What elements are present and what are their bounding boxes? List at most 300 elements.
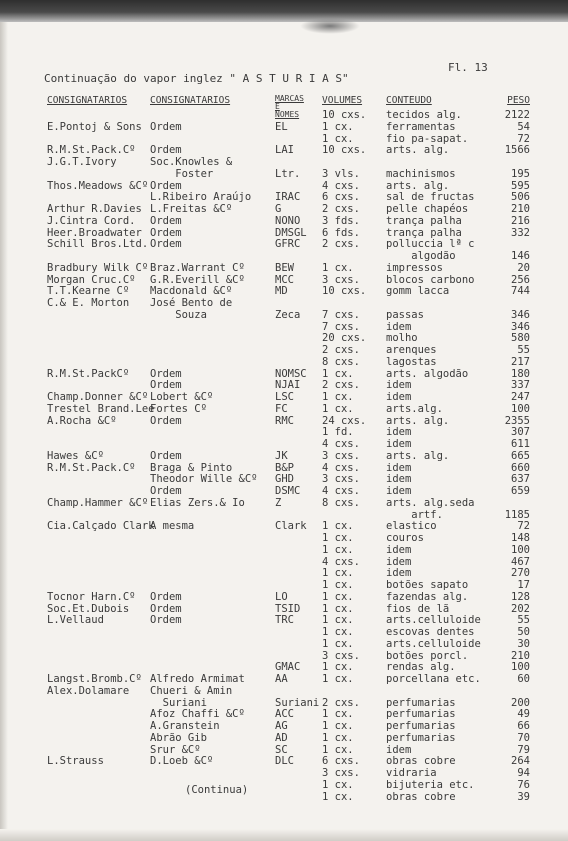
table-row (0, 368, 568, 380)
table-row (0, 321, 568, 333)
marks-cell: JK (275, 449, 288, 462)
table-row (0, 626, 568, 638)
consignee-cell: R.M.St.Pack.Cº (47, 144, 136, 157)
volumes-cell: 1 cx. (322, 790, 354, 803)
table-row (0, 203, 568, 215)
consignor-cell: Ordem (150, 214, 182, 227)
contents-cell: idem (386, 391, 412, 403)
contents-cell: machinismos (386, 167, 456, 180)
volumes-cell: 1 cx. (322, 132, 354, 145)
consignor-cell: Elias Zers.& Io (150, 496, 245, 509)
volumes-cell: 6 cxs. (322, 755, 360, 768)
weight-cell: 346 (511, 308, 530, 321)
contents-cell: gomm lacca (386, 285, 450, 298)
volumes-cell: 3 vls. (322, 167, 360, 180)
volumes-cell: 1 cx. (322, 520, 354, 533)
weight-cell: 659 (511, 485, 530, 497)
volumes-cell: 1 cx. (322, 120, 354, 133)
weight-cell: 665 (511, 449, 530, 462)
table-row (0, 579, 568, 591)
table-row (0, 673, 568, 685)
table-row (0, 567, 568, 579)
contents-cell: impressos (386, 261, 443, 274)
marks-cell: LO (275, 590, 288, 603)
consignor-cell: Soc.Knowles & (150, 156, 233, 168)
marks-cell: NONO (275, 214, 301, 227)
consignee-cell: Heer.Broadwater (47, 226, 142, 239)
weight-cell: 17 (517, 579, 530, 591)
volumes-cell: 1 cx. (322, 532, 354, 544)
consignee-cell: E.Pontoj & Sons (47, 120, 142, 133)
volumes-cell: 1 fd. (322, 426, 354, 439)
table-row (0, 109, 568, 121)
contents-cell: idem (386, 461, 412, 474)
marks-cell: ACC (275, 708, 294, 721)
contents-cell: obras cobre (386, 755, 456, 768)
contents-cell: polluccia lª c (386, 238, 475, 251)
table-row (0, 603, 568, 615)
contents-cell: perfumarias (386, 720, 456, 732)
consignor-cell: Srur &Cº (150, 743, 201, 756)
consignee-cell: Thos.Meadows &Cº (47, 179, 149, 192)
consignor-cell: Ordem (150, 226, 182, 239)
volumes-cell: 1 cx. (322, 543, 354, 556)
consignor-cell: Afoz Chaffi &Cº (150, 708, 245, 721)
marks-cell: SC (275, 743, 288, 756)
contents-cell: idem (386, 555, 412, 568)
weight-cell: 270 (511, 567, 530, 580)
header-weight: PESO (507, 95, 530, 106)
consignor-cell: A mesma (150, 520, 195, 533)
contents-cell: sal de fructas (386, 191, 475, 204)
volumes-cell: 3 fds. (322, 214, 360, 227)
table-row (0, 403, 568, 415)
contents-cell: fazendas alg. (386, 590, 469, 603)
table-row (0, 509, 568, 521)
consignor-cell: G.R.Everill &Cº (150, 273, 245, 286)
table-row (0, 168, 568, 180)
contents-cell: ferramentas (386, 120, 456, 133)
weight-cell: 506 (511, 191, 530, 204)
consignor-cell: Ordem (150, 449, 182, 462)
volumes-cell: 1 cx. (322, 567, 354, 580)
consignor-cell: Ordem (150, 144, 182, 157)
consignor-cell: A.Granstein (150, 720, 220, 732)
weight-cell: 2355 (504, 414, 530, 427)
weight-cell: 60 (517, 673, 530, 685)
volumes-cell: 6 fds. (322, 226, 360, 239)
weight-cell: 76 (517, 778, 530, 791)
marks-cell: G (275, 203, 282, 215)
table-row (0, 685, 568, 697)
page-number: Fl. 13 (448, 61, 488, 74)
volumes-cell: 3 cxs. (322, 473, 360, 486)
marks-cell: Zeca (275, 308, 301, 321)
contents-cell: arts.celluloide (386, 614, 481, 627)
volumes-cell: 2 cxs. (322, 379, 360, 392)
table-row (0, 180, 568, 192)
consignor-cell: Braz.Warrant Cº (150, 261, 245, 274)
consignor-cell: Ordem (150, 179, 182, 192)
table-row (0, 144, 568, 156)
marks-cell: MD (275, 285, 288, 298)
contents-cell: obras cobre (386, 790, 456, 803)
consignor-cell: José Bento de (150, 297, 233, 309)
consignee-cell: Arthur R.Davies (47, 203, 142, 215)
volumes-cell: 7 cxs. (322, 320, 360, 333)
contents-cell: arts. alg. (386, 414, 450, 427)
marks-cell: DLC (275, 755, 294, 768)
marks-cell: DSMC (275, 485, 301, 497)
volumes-cell: 1 cx. (322, 661, 354, 674)
contents-cell: idem (386, 320, 412, 333)
marks-cell: GMAC (275, 661, 301, 674)
marks-cell: TRC (275, 614, 294, 627)
table-row (0, 791, 568, 803)
consignee-cell: Champ.Donner &Cº (47, 391, 149, 403)
contents-cell: idem (386, 543, 412, 556)
scan-smudge (300, 18, 360, 34)
table-row (0, 485, 568, 497)
marks-cell: B&P (275, 461, 294, 474)
table-row (0, 227, 568, 239)
contents-cell: artf. (386, 508, 443, 521)
marks-cell: FC (275, 402, 288, 415)
weight-cell: 637 (511, 473, 530, 486)
marks-cell: LSC (275, 391, 294, 403)
volumes-cell: 1 cx. (322, 391, 354, 403)
weight-cell: 611 (511, 438, 530, 450)
volumes-cell: 2 cxs. (322, 238, 360, 251)
weight-cell: 337 (511, 379, 530, 392)
contents-cell: botões sapato (386, 579, 469, 591)
marks-cell: DMSGL (275, 226, 307, 239)
consignee-cell: Schill Bros.Ltd. (47, 238, 149, 251)
table-row (0, 215, 568, 227)
contents-cell: trança palha (386, 214, 462, 227)
contents-cell: fio pa-sapat. (386, 132, 469, 145)
contents-cell: perfumarias (386, 696, 456, 709)
weight-cell: 595 (511, 179, 530, 192)
table-row (0, 238, 568, 250)
contents-cell: vidraria (386, 767, 437, 779)
contents-cell: rendas alg. (386, 661, 456, 674)
volumes-cell: 1 cx. (322, 731, 354, 744)
contents-cell: idem (386, 485, 412, 497)
marks-cell: NJAI (275, 379, 301, 392)
header-consignors: CONSIGNATARIOS (150, 95, 231, 106)
consignee-cell: Champ.Hammer &Cº (47, 496, 149, 509)
consignor-cell: Foster (150, 167, 214, 180)
volumes-cell: 1 cx. (322, 637, 354, 650)
contents-cell: escovas dentes (386, 626, 475, 638)
consignee-cell: Alex.Dolamare (47, 684, 130, 697)
consignor-cell: Ordem (150, 590, 182, 603)
consignor-cell: Braga & Pinto (150, 461, 233, 474)
volumes-cell: 4 cxs. (322, 555, 360, 568)
document-heading: Continuação do vapor inglez " A S T U R I A S" (44, 72, 349, 85)
contents-cell: fios de lã (386, 602, 450, 615)
weight-cell: 100 (511, 543, 530, 556)
volumes-cell: 7 cxs. (322, 308, 360, 321)
table-row (0, 332, 568, 344)
table-row (0, 462, 568, 474)
consignee-cell: J.G.T.Ivory (47, 156, 117, 168)
volumes-cell: 24 cxs. (322, 414, 367, 427)
table-row (0, 497, 568, 509)
marks-cell: Clark (275, 520, 307, 533)
table-row (0, 356, 568, 368)
volumes-cell: 1 cx. (322, 673, 354, 685)
marks-cell: TSID (275, 602, 301, 615)
volumes-cell: 10 cxs. (322, 285, 367, 298)
contents-cell: blocos carbono (386, 273, 475, 286)
header-consignees: CONSIGNATARIOS (47, 95, 128, 106)
table-row (0, 556, 568, 568)
table-row (0, 438, 568, 450)
weight-cell: 39 (517, 790, 530, 803)
weight-cell: 180 (511, 367, 530, 380)
consignor-cell: Macdonald &Cº (150, 285, 233, 298)
marks-cell: MCC (275, 273, 294, 286)
volumes-cell: 1 cx. (322, 579, 354, 591)
weight-cell: 580 (511, 332, 530, 345)
consignor-cell: Alfredo Armimat (150, 673, 245, 685)
weight-cell: 307 (511, 426, 530, 439)
volumes-cell: 1 cx. (322, 402, 354, 415)
weight-cell: 256 (511, 273, 530, 286)
weight-cell: 202 (511, 602, 530, 615)
contents-cell: porcellana etc. (386, 673, 481, 685)
consignor-cell: Abrão Gib (150, 731, 207, 744)
weight-cell: 210 (511, 649, 530, 662)
consignor-cell: D.Loeb &Cº (150, 755, 214, 768)
consignor-cell: L.Ribeiro Araújo (150, 191, 252, 204)
contents-cell: arts. alg. (386, 144, 450, 157)
consignor-cell: Fortes Cº (150, 402, 207, 415)
weight-cell: 195 (511, 167, 530, 180)
consignee-cell: L.Vellaud (47, 614, 104, 627)
consignee-cell: C.& E. Morton (47, 297, 130, 309)
contents-cell: arts.alg. (386, 402, 443, 415)
consignee-cell: R.M.St.Pack.Cº (47, 461, 136, 474)
weight-cell: 148 (511, 532, 530, 544)
weight-cell: 30 (517, 637, 530, 650)
consignee-cell: A.Rocha &Cº (47, 414, 117, 427)
contents-cell: arts. alg. (386, 449, 450, 462)
volumes-cell: 3 cxs. (322, 273, 360, 286)
contents-cell: arts. algodão (386, 367, 469, 380)
weight-cell: 128 (511, 590, 530, 603)
marks-cell: BEW (275, 261, 294, 274)
volumes-cell: 1 cx. (322, 743, 354, 756)
marks-cell: Suriani (275, 696, 320, 709)
weight-cell: 100 (511, 661, 530, 674)
weight-cell: 50 (517, 626, 530, 638)
table-row (0, 755, 568, 767)
weight-cell: 70 (517, 731, 530, 744)
header-contents: CONTEUDO (386, 95, 432, 106)
consignor-cell: Ordem (150, 485, 182, 497)
consignee-cell: Tocnor Harn.Cº (47, 590, 136, 603)
consignor-cell: Ordem (150, 614, 182, 627)
table-row (0, 133, 568, 145)
weight-cell: 100 (511, 402, 530, 415)
contents-cell: elastico (386, 520, 437, 533)
volumes-cell: 1 cx. (322, 626, 354, 638)
volumes-cell: 2 cxs. (322, 344, 360, 356)
contents-cell: botões porcl. (386, 649, 469, 662)
consignor-cell: Chueri & Amin (150, 684, 233, 697)
volumes-cell: 2 cxs. (322, 203, 360, 215)
consignee-cell: R.M.St.PackCº (47, 367, 130, 380)
table-row (0, 379, 568, 391)
contents-cell: lagostas (386, 355, 437, 368)
contents-cell: idem (386, 379, 412, 392)
contents-cell: idem (386, 438, 412, 450)
consignor-cell: Ordem (150, 367, 182, 380)
table-row (0, 285, 568, 297)
table-row (0, 191, 568, 203)
contents-cell: idem (386, 426, 412, 439)
weight-cell: 1185 (504, 508, 530, 521)
table-row (0, 391, 568, 403)
consignee-cell: J.Cintra Cord. (47, 214, 136, 227)
table-row (0, 697, 568, 709)
volumes-cell: 3 cxs. (322, 767, 360, 779)
table-row (0, 544, 568, 556)
consignor-cell: Souza (150, 308, 207, 321)
contents-cell: arts.celluloide (386, 637, 481, 650)
table-row (0, 779, 568, 791)
table-row (0, 591, 568, 603)
contents-cell: passas (386, 308, 424, 321)
header-marks: MARCAS E NOMES (275, 94, 304, 119)
marks-cell: AG (275, 720, 288, 732)
table-row (0, 473, 568, 485)
volumes-cell: 8 cxs. (322, 355, 360, 368)
contents-cell: pelle chapéos (386, 203, 469, 215)
contents-cell: arenques (386, 344, 437, 356)
weight-cell: 1566 (504, 144, 530, 157)
table-row (0, 720, 568, 732)
consignee-cell: Trestel Brand.Lee (47, 402, 155, 415)
marks-cell: GFRC (275, 238, 301, 251)
volumes-cell: 4 cxs. (322, 179, 360, 192)
contents-cell: bijuteria etc. (386, 778, 475, 791)
weight-cell: 2122 (504, 109, 530, 121)
contents-cell: arts. alg. (386, 179, 450, 192)
volumes-cell: 1 cx. (322, 261, 354, 274)
consignor-cell: Ordem (150, 379, 182, 392)
consignor-cell: Ordem (150, 120, 182, 133)
consignor-cell: Suriani (150, 696, 207, 709)
contents-cell: perfumarias (386, 708, 456, 721)
consignor-cell: Theodor Wille &Cº (150, 473, 258, 486)
table-row (0, 638, 568, 650)
weight-cell: 247 (511, 391, 530, 403)
weight-cell: 72 (517, 132, 530, 145)
consignee-cell: Langst.Bromb.Cº (47, 673, 142, 685)
header-volumes: VOLUMES (322, 95, 363, 106)
scan-dark-top-edge (0, 0, 568, 22)
marks-cell: AA (275, 673, 288, 685)
table-row (0, 744, 568, 756)
table-row (0, 156, 568, 168)
contents-cell: idem (386, 473, 412, 486)
weight-cell: 66 (517, 720, 530, 732)
volumes-cell: 1 cx. (322, 602, 354, 615)
table-row (0, 520, 568, 532)
consignee-cell: L.Strauss (47, 755, 104, 768)
volumes-cell: 3 cxs. (322, 449, 360, 462)
table-row (0, 614, 568, 626)
marks-cell: RMC (275, 414, 294, 427)
table-row (0, 708, 568, 720)
table-row (0, 274, 568, 286)
volumes-cell: 20 cxs. (322, 332, 367, 345)
weight-cell: 264 (511, 755, 530, 768)
weight-cell: 146 (511, 250, 530, 262)
weight-cell: 216 (511, 214, 530, 227)
weight-cell: 217 (511, 355, 530, 368)
volumes-cell: 4 cxs. (322, 461, 360, 474)
weight-cell: 79 (517, 743, 530, 756)
weight-cell: 55 (517, 614, 530, 627)
volumes-cell: 10 cxs. (322, 109, 367, 121)
volumes-cell: 2 cxs. (322, 696, 360, 709)
consignee-cell: T.T.Kearne Cº (47, 285, 130, 298)
consignee-cell: Bradbury Wilk Cº (47, 261, 149, 274)
table-row (0, 650, 568, 662)
weight-cell: 744 (511, 285, 530, 298)
volumes-cell: 8 cxs. (322, 496, 360, 509)
contents-cell: perfumarias (386, 731, 456, 744)
table-row (0, 309, 568, 321)
consignor-cell: Ordem (150, 602, 182, 615)
marks-cell: NOMSC (275, 367, 307, 380)
weight-cell: 94 (517, 767, 530, 779)
volumes-cell: 1 cx. (322, 708, 354, 721)
consignee-cell: Soc.Et.Dubois (47, 602, 130, 615)
table-row (0, 344, 568, 356)
contents-cell: trança palha (386, 226, 462, 239)
consignor-cell: Ordem (150, 238, 182, 251)
consignor-cell: L.Freitas &Cº (150, 203, 233, 215)
contents-cell: algodão (386, 250, 456, 262)
marks-cell: GHD (275, 473, 294, 486)
consignee-cell: Cia.Calçado Clark (47, 520, 155, 533)
consignee-cell: Morgan Cruc.Cº (47, 273, 136, 286)
continuation-note: (Continua) (185, 784, 249, 796)
weight-cell: 210 (511, 203, 530, 215)
weight-cell: 332 (511, 226, 530, 239)
table-row (0, 450, 568, 462)
table-row (0, 732, 568, 744)
consignor-cell: Lobert &Cº (150, 391, 214, 403)
weight-cell: 200 (511, 696, 530, 709)
volumes-cell: 1 cx. (322, 590, 354, 603)
volumes-cell: 1 cx. (322, 720, 354, 732)
table-row (0, 121, 568, 133)
volumes-cell: 1 cx. (322, 778, 354, 791)
weight-cell: 20 (517, 261, 530, 274)
marks-cell: LAI (275, 144, 294, 157)
weight-cell: 660 (511, 461, 530, 474)
table-row (0, 250, 568, 262)
table-row (0, 532, 568, 544)
volumes-cell: 3 cxs. (322, 649, 360, 662)
